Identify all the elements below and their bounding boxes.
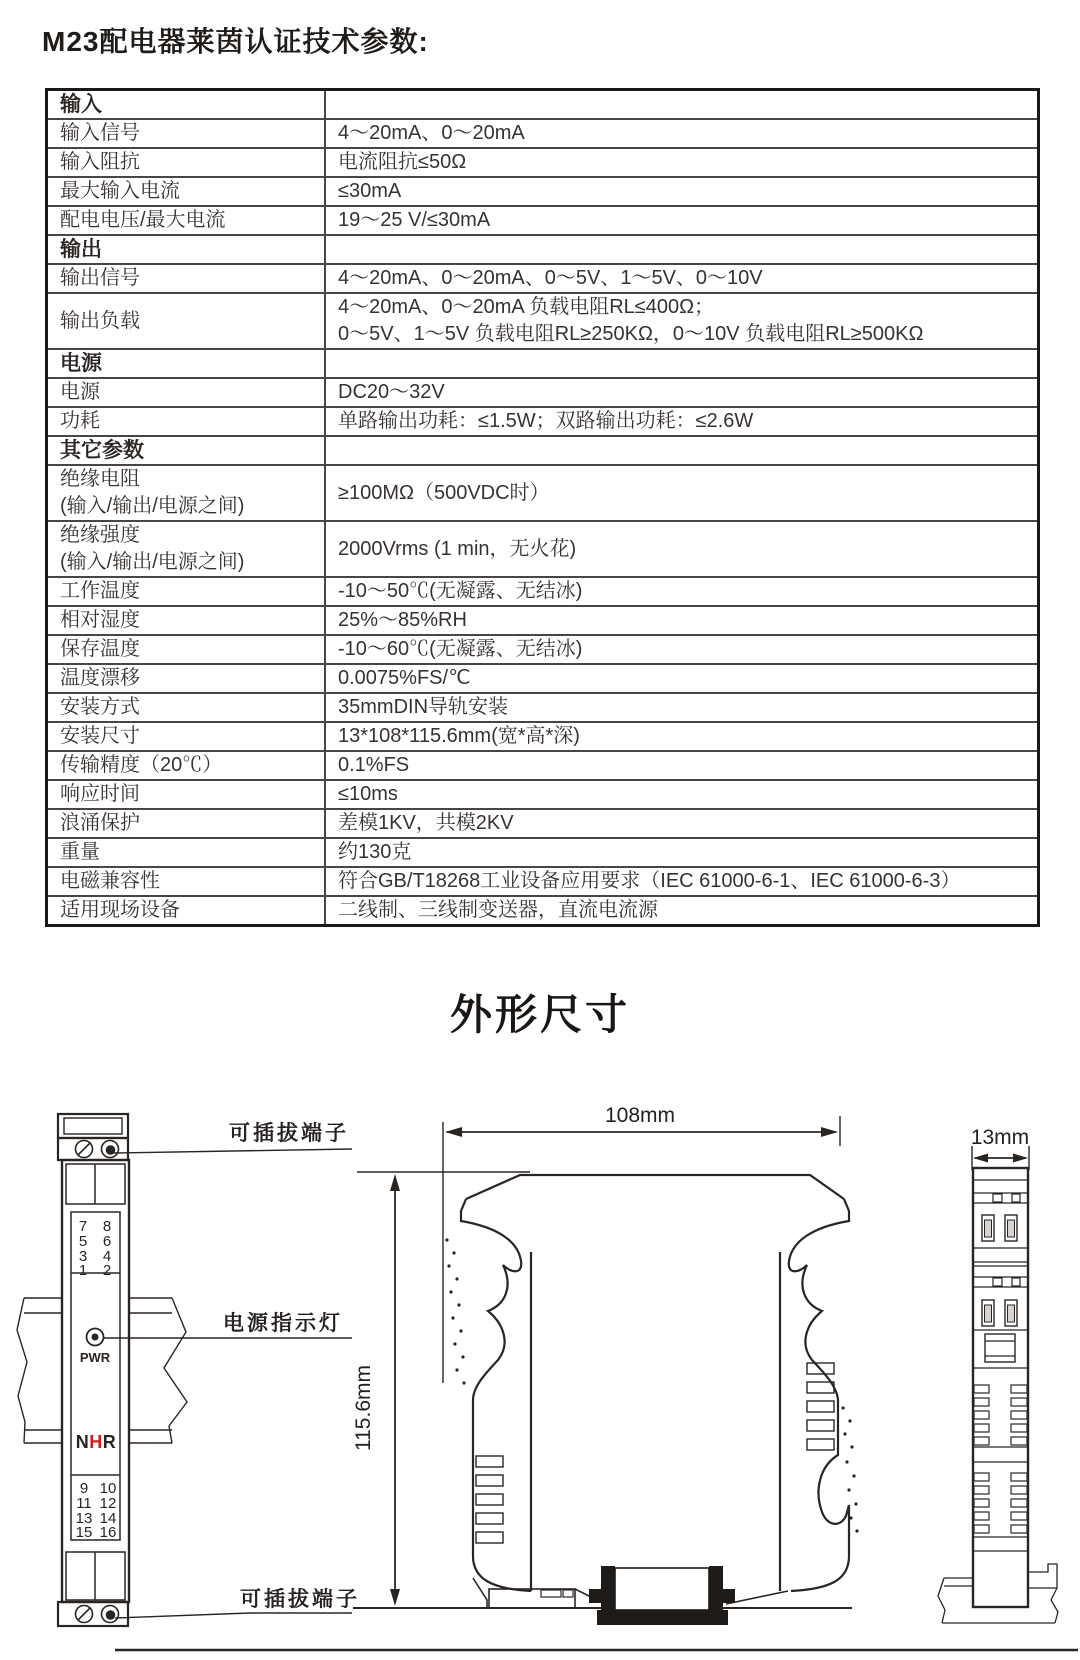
spec-label: 相对湿度 [60,609,140,631]
end-module [973,1168,1028,1607]
svg-text:6: 6 [102,1233,112,1250]
spec-value: 符合GB/T18268工业设备应用要求（IEC 61000-6-1、IEC 61000-6-3） [338,870,961,892]
spec-value-cell [325,293,1039,349]
front-view-drawing [17,1114,360,1626]
svg-text:10: 10 [99,1480,117,1497]
spec-value: 二线制、三线制变送器，直流电流源 [338,899,658,921]
spec-value-cell [325,896,1039,926]
spec-label-cell [47,349,326,378]
spec-value: 约130克 [338,841,412,863]
table-row [47,577,1039,606]
table-row [47,349,1039,378]
spec-value-cell [325,838,1039,867]
spec-label: 输入 [60,93,102,116]
spec-value: ≤30mA [338,180,402,202]
table-row [47,693,1039,722]
spec-label-cell [47,635,326,664]
svg-text:9: 9 [79,1480,89,1497]
pwr-label: PWR [79,1350,111,1365]
svg-text:3: 3 [78,1248,88,1265]
spec-value-cell [325,722,1039,751]
spec-label-cell [47,606,326,635]
spec-label: 功耗 [60,410,100,432]
spec-value-cell [325,664,1039,693]
table-row [47,751,1039,780]
spec-value-cell [325,206,1039,235]
spec-label-cell [47,264,326,293]
spec-value-cell [325,349,1039,378]
screw-icon [76,1606,93,1623]
din-rail [17,1298,187,1443]
leader-top-terminal [114,1149,352,1153]
table-row [47,521,1039,577]
table-row [47,206,1039,235]
spec-label-cell [47,896,326,926]
spec-value-cell [325,693,1039,722]
spec-value-cell [325,521,1039,577]
table-row [47,664,1039,693]
spec-label: 传输精度（20℃） [60,754,223,776]
spec-label-cell [47,407,326,436]
spec-label-cell [47,148,326,177]
spec-label-cell [47,693,326,722]
spec-value: 差模1KV，共模2KV [338,812,514,834]
table-row [47,235,1039,264]
spec-label-cell [47,664,326,693]
spec-value: 4～20mA、0～20mA [338,122,525,144]
table-row [47,896,1039,926]
spec-label-cell [47,722,326,751]
spec-label: 绝缘强度 [60,524,140,546]
screw-icon [102,1141,119,1158]
spec-value-cell [325,577,1039,606]
power-led-label: 电源指示灯 [223,1312,343,1335]
vent-slots-left [476,1456,503,1543]
spec-label: 配电电压/最大电流 [60,209,226,231]
svg-text:2: 2 [102,1262,112,1279]
spec-label-cell [47,436,326,465]
spec-value: 0.0075%FS/℃ [338,667,471,689]
spec-value: ≤10ms [338,783,398,805]
table-row [47,378,1039,407]
table-row [47,293,1039,349]
end-view-drawing [938,1126,1058,1623]
spec-label: 其它参数 [60,439,144,462]
spec-label: 输出 [60,238,102,261]
table-row [47,119,1039,148]
spec-label-cell [47,577,326,606]
table-row [47,90,1039,120]
table-row [47,436,1039,465]
spec-value-cell [325,264,1039,293]
leader-bottom-terminal [115,1613,352,1618]
spec-label-cell [47,751,326,780]
spec-label: 输出信号 [60,267,140,289]
spec-label-cell [47,867,326,896]
spec-value: 4～20mA、0～20mA、0～5V、1～5V、0～10V [338,267,763,289]
spec-label: 电磁兼容性 [60,870,160,892]
spec-value: 2000Vrms (1 min，无火花) [338,537,577,560]
bottom-terminal-block [58,1602,128,1626]
spec-label-cell [47,378,326,407]
spec-label-cell [47,177,326,206]
spec-label-cell [47,838,326,867]
dimension-drawings [0,1050,1080,1660]
spec-value-cell [325,751,1039,780]
table-row [47,465,1039,521]
table-row [47,722,1039,751]
svg-text:15: 15 [75,1524,93,1541]
table-row [47,867,1039,896]
terminal-numbers-bottom [76,1480,117,1541]
spec-value: 4～20mA、0～20mA 负载电阻RL≤400Ω； [338,296,715,318]
spec-value: 25%～85%RH [338,609,467,631]
terminal-numbers-top [79,1218,111,1279]
table-row [47,635,1039,664]
bottom-terminal-label: 可插拔端子 [240,1588,360,1611]
nhr-logo: NHR [75,1432,117,1452]
table-row [47,407,1039,436]
spec-label: 输入阻抗 [60,151,140,173]
page-title: M23配电器莱茵认证技术参数: [42,26,429,57]
svg-text:11: 11 [76,1495,92,1512]
side-view-drawing [352,1104,859,1625]
table-row [47,780,1039,809]
top-terminal-label: 可插拔端子 [229,1122,349,1145]
screw-icon [102,1606,119,1623]
spec-label: 绝缘电阻 [60,468,140,490]
svg-text:1: 1 [78,1262,88,1279]
spec-value: 13*108*115.6mm(宽*高*深) [338,725,580,747]
spec-value: 19～25 V/≤30mA [338,209,491,231]
dimensions-section-title: 外形尺寸 [449,991,630,1038]
spec-value-cell [325,235,1039,264]
spec-label-cell [47,235,326,264]
spec-value: 电流阻抗≤50Ω [338,151,467,173]
spec-label: 安装方式 [60,696,140,718]
spec-label: 浪涌保护 [60,812,140,834]
spec-label: 输出负载 [60,309,140,332]
table-row [47,148,1039,177]
spec-label: 电源 [60,352,102,375]
spec-label: 温度漂移 [60,667,140,689]
spec-label-cell [47,90,326,120]
spec-value-cell [325,90,1039,120]
spec-label: 工作温度 [60,580,140,602]
spec-value-cell [325,606,1039,635]
spec-label-cell [47,780,326,809]
table-row [47,177,1039,206]
height-dimension-label: 115.6mm [352,1365,375,1451]
spec-label-line2: (输入/输出/电源之间) [60,495,245,517]
spec-value: -10～60℃(无凝露、无结冰) [338,638,583,660]
spec-value: ≥100MΩ（500VDC时） [338,481,550,504]
spec-label-cell [47,809,326,838]
vent-slots-right [807,1363,834,1450]
screw-icon [76,1141,93,1158]
spec-value-cell [325,635,1039,664]
module-body [62,1160,129,1602]
spec-label-line2: (输入/输出/电源之间) [60,551,245,573]
spec-label-cell [47,521,326,577]
spec-label-cell [47,293,326,349]
table-row [47,809,1039,838]
spec-label: 重量 [60,841,100,863]
spec-value-cell [325,436,1039,465]
table-row [47,264,1039,293]
table-row [47,606,1039,635]
spec-value-cell [325,809,1039,838]
spec-value-cell [325,177,1039,206]
spec-value: 0.1%FS [338,754,410,776]
spec-value-cell [325,407,1039,436]
svg-text:16: 16 [99,1524,117,1541]
spec-label: 电源 [60,381,100,403]
spec-label: 响应时间 [60,783,140,805]
spec-label: 适用现场设备 [60,899,180,921]
dimension-thickness [971,1126,1029,1170]
svg-text:7: 7 [78,1218,88,1235]
spec-label: 最大输入电流 [60,180,180,202]
power-led-icon [87,1329,104,1346]
width-dimension-label: 108mm [604,1104,676,1127]
svg-text:12: 12 [99,1495,117,1512]
svg-text:5: 5 [78,1233,88,1250]
spec-value: 35mmDIN导轨安装 [338,696,509,718]
drawings-canvas [0,1050,1080,1655]
spec-value-cell [325,780,1039,809]
spec-label-cell [47,119,326,148]
spec-value: DC20～32V [338,381,445,403]
svg-text:8: 8 [102,1218,112,1235]
spec-value-cell [325,148,1039,177]
spec-value: 单路输出功耗：≤1.5W；双路输出功耗：≤2.6W [338,410,754,432]
spec-value-cell [325,465,1039,521]
spec-label-cell [47,206,326,235]
spec-value-cell [325,119,1039,148]
housing-outline [461,1175,849,1591]
table-row [47,838,1039,867]
svg-text:13: 13 [75,1510,93,1527]
thickness-dimension-label: 13mm [970,1126,1030,1149]
spec-value: -10～50℃(无凝露、无结冰) [338,580,583,602]
spec-label: 输入信号 [60,122,140,144]
svg-text:14: 14 [99,1510,117,1527]
spec-label-cell [47,465,326,521]
spec-value-cell [325,378,1039,407]
spec-value-line2: 0～5V、1～5V 负载电阻RL≥250KΩ，0～10V 负载电阻RL≥500KΩ [338,323,924,345]
spec-table [45,88,1040,927]
spec-value-cell [325,867,1039,896]
din-clip [589,1566,735,1625]
spec-label: 安装尺寸 [60,725,140,747]
spec-label: 保存温度 [60,638,140,660]
svg-text:4: 4 [102,1248,112,1265]
